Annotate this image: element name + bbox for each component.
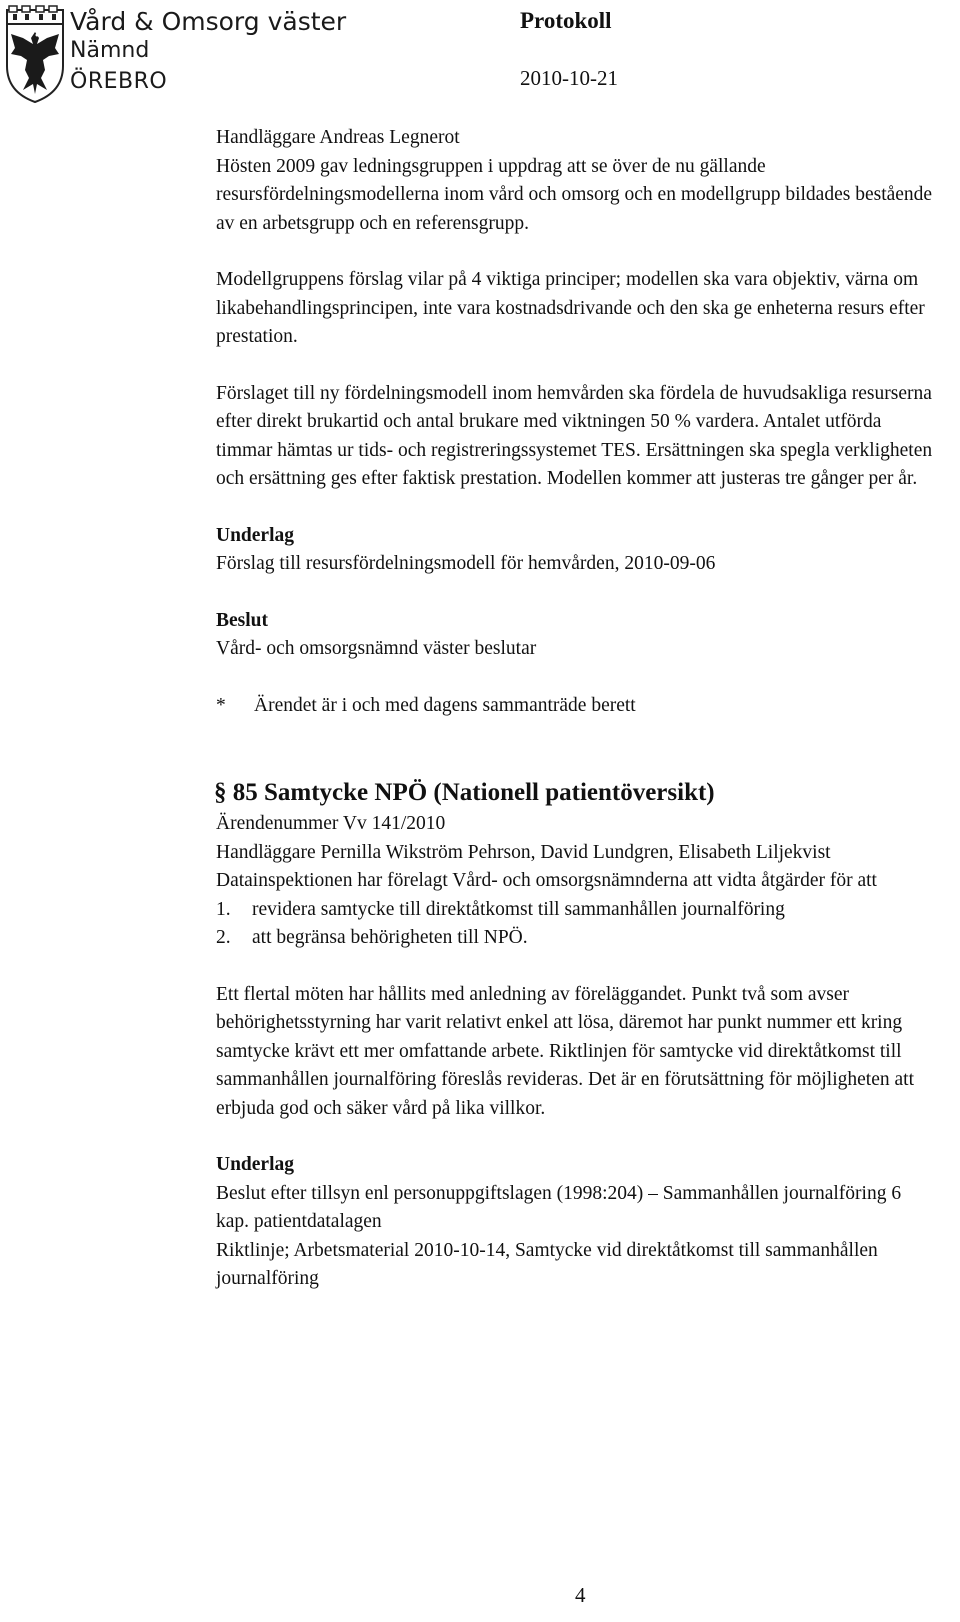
beslut-text: Vård- och omsorgsnämnd väster beslutar bbox=[216, 638, 537, 659]
decision-line bbox=[216, 692, 936, 721]
organization-subtitle: Nämnd bbox=[70, 38, 150, 63]
section-title: § 85 Samtycke NPÖ (Nationell patientöversikt) bbox=[214, 779, 715, 806]
paragraph: Förslaget till ny fördelningsmodell inom hemvården ska fördela de huvudsakliga resurserna efter direkt brukartid och antal brukare med viktningen 50 % vardera. Antalet utförda timmar hämtas ur tids- och registreringssystemet TES. Ersättningen ska spegla verkligheten och ersättning ges efter faktisk prestation. Modellen kommer att justeras tre gånger per år. bbox=[216, 382, 933, 489]
list-number: 2. bbox=[216, 927, 231, 948]
item-85-section bbox=[216, 776, 936, 1294]
list-text: att begränsa behörigheten till NPÖ. bbox=[252, 927, 528, 948]
document-date: 2010-10-21 bbox=[520, 66, 618, 90]
paragraph: Hösten 2009 gav ledningsgruppen i uppdrag att se över de nu gällande resursfördelningsmodellerna inom vård och omsorg och en modellgrupp bildades bestående av en arbetsgrupp och en referensgrupp. bbox=[216, 155, 933, 234]
page-number: 4 bbox=[575, 1583, 586, 1607]
document-type: Protokoll bbox=[520, 8, 612, 33]
underlag-text: Riktlinje; Arbetsmaterial 2010-10-14, Samtycke vid direktåtkomst till sammanhållen journalföring bbox=[216, 1239, 878, 1289]
orebro-coat-of-arms-icon bbox=[3, 4, 67, 104]
underlag-heading: Underlag bbox=[216, 524, 294, 546]
paragraph: Ett flertal möten har hållits med anledning av föreläggandet. Punkt två som avser behörighetsstyrning har varit relativt enkel att lösa, däremot har punkt nummer ett kring samtycke krävt ett mer omfattande arbete. Riktlinjen för samtycke vid direktåtkomst till sammanhållen journalföring föreslås revideras. Det är en förutsättning för möjligheten att erbjuda god och säker vård på lika villkor. bbox=[216, 983, 914, 1119]
list-number: 1. bbox=[216, 898, 231, 920]
list-item bbox=[216, 896, 936, 925]
organization-name-block bbox=[70, 8, 346, 98]
numbered-list bbox=[216, 896, 936, 953]
organization-name: Vård & Omsorg väster bbox=[70, 7, 347, 36]
document-header bbox=[0, 0, 960, 110]
previous-item-section bbox=[216, 124, 936, 720]
decision-text: Ärendet är i och med dagens sammanträde berett bbox=[254, 694, 636, 716]
case-number: Ärendenummer Vv 141/2010 bbox=[216, 813, 446, 834]
intro-text: Datainspektionen har förelagt Vård- och omsorgsnämnderna att vidta åtgärder för att bbox=[216, 870, 877, 891]
organization-city: ÖREBRO bbox=[70, 69, 168, 94]
beslut-heading: Beslut bbox=[216, 609, 269, 631]
list-text: revidera samtycke till direktåtkomst till sammanhållen journalföring bbox=[252, 898, 785, 920]
list-item bbox=[216, 924, 936, 953]
underlag-text: Beslut efter tillsyn enl personuppgiftslagen (1998:204) – Sammanhållen journalföring 6 kap. patientdatalagen bbox=[216, 1182, 902, 1232]
decision-marker: * bbox=[216, 694, 226, 716]
document-body bbox=[216, 124, 936, 1294]
underlag-heading: Underlag bbox=[216, 1154, 294, 1175]
paragraph: Modellgruppens förslag vilar på 4 viktiga principer; modellen ska vara objektiv, värna om likabehandlingsprincipen, inte vara kostnadsdrivande och den ska ge enheterna resurs efter prestation. bbox=[216, 269, 925, 347]
handler-line: Handläggare Pernilla Wikström Pehrson, David Lundgren, Elisabeth Liljekvist bbox=[216, 841, 831, 863]
handler-line: Handläggare Andreas Legnerot bbox=[216, 127, 460, 148]
underlag-text: Förslag till resursfördelningsmodell för hemvården, 2010-09-06 bbox=[216, 553, 716, 574]
